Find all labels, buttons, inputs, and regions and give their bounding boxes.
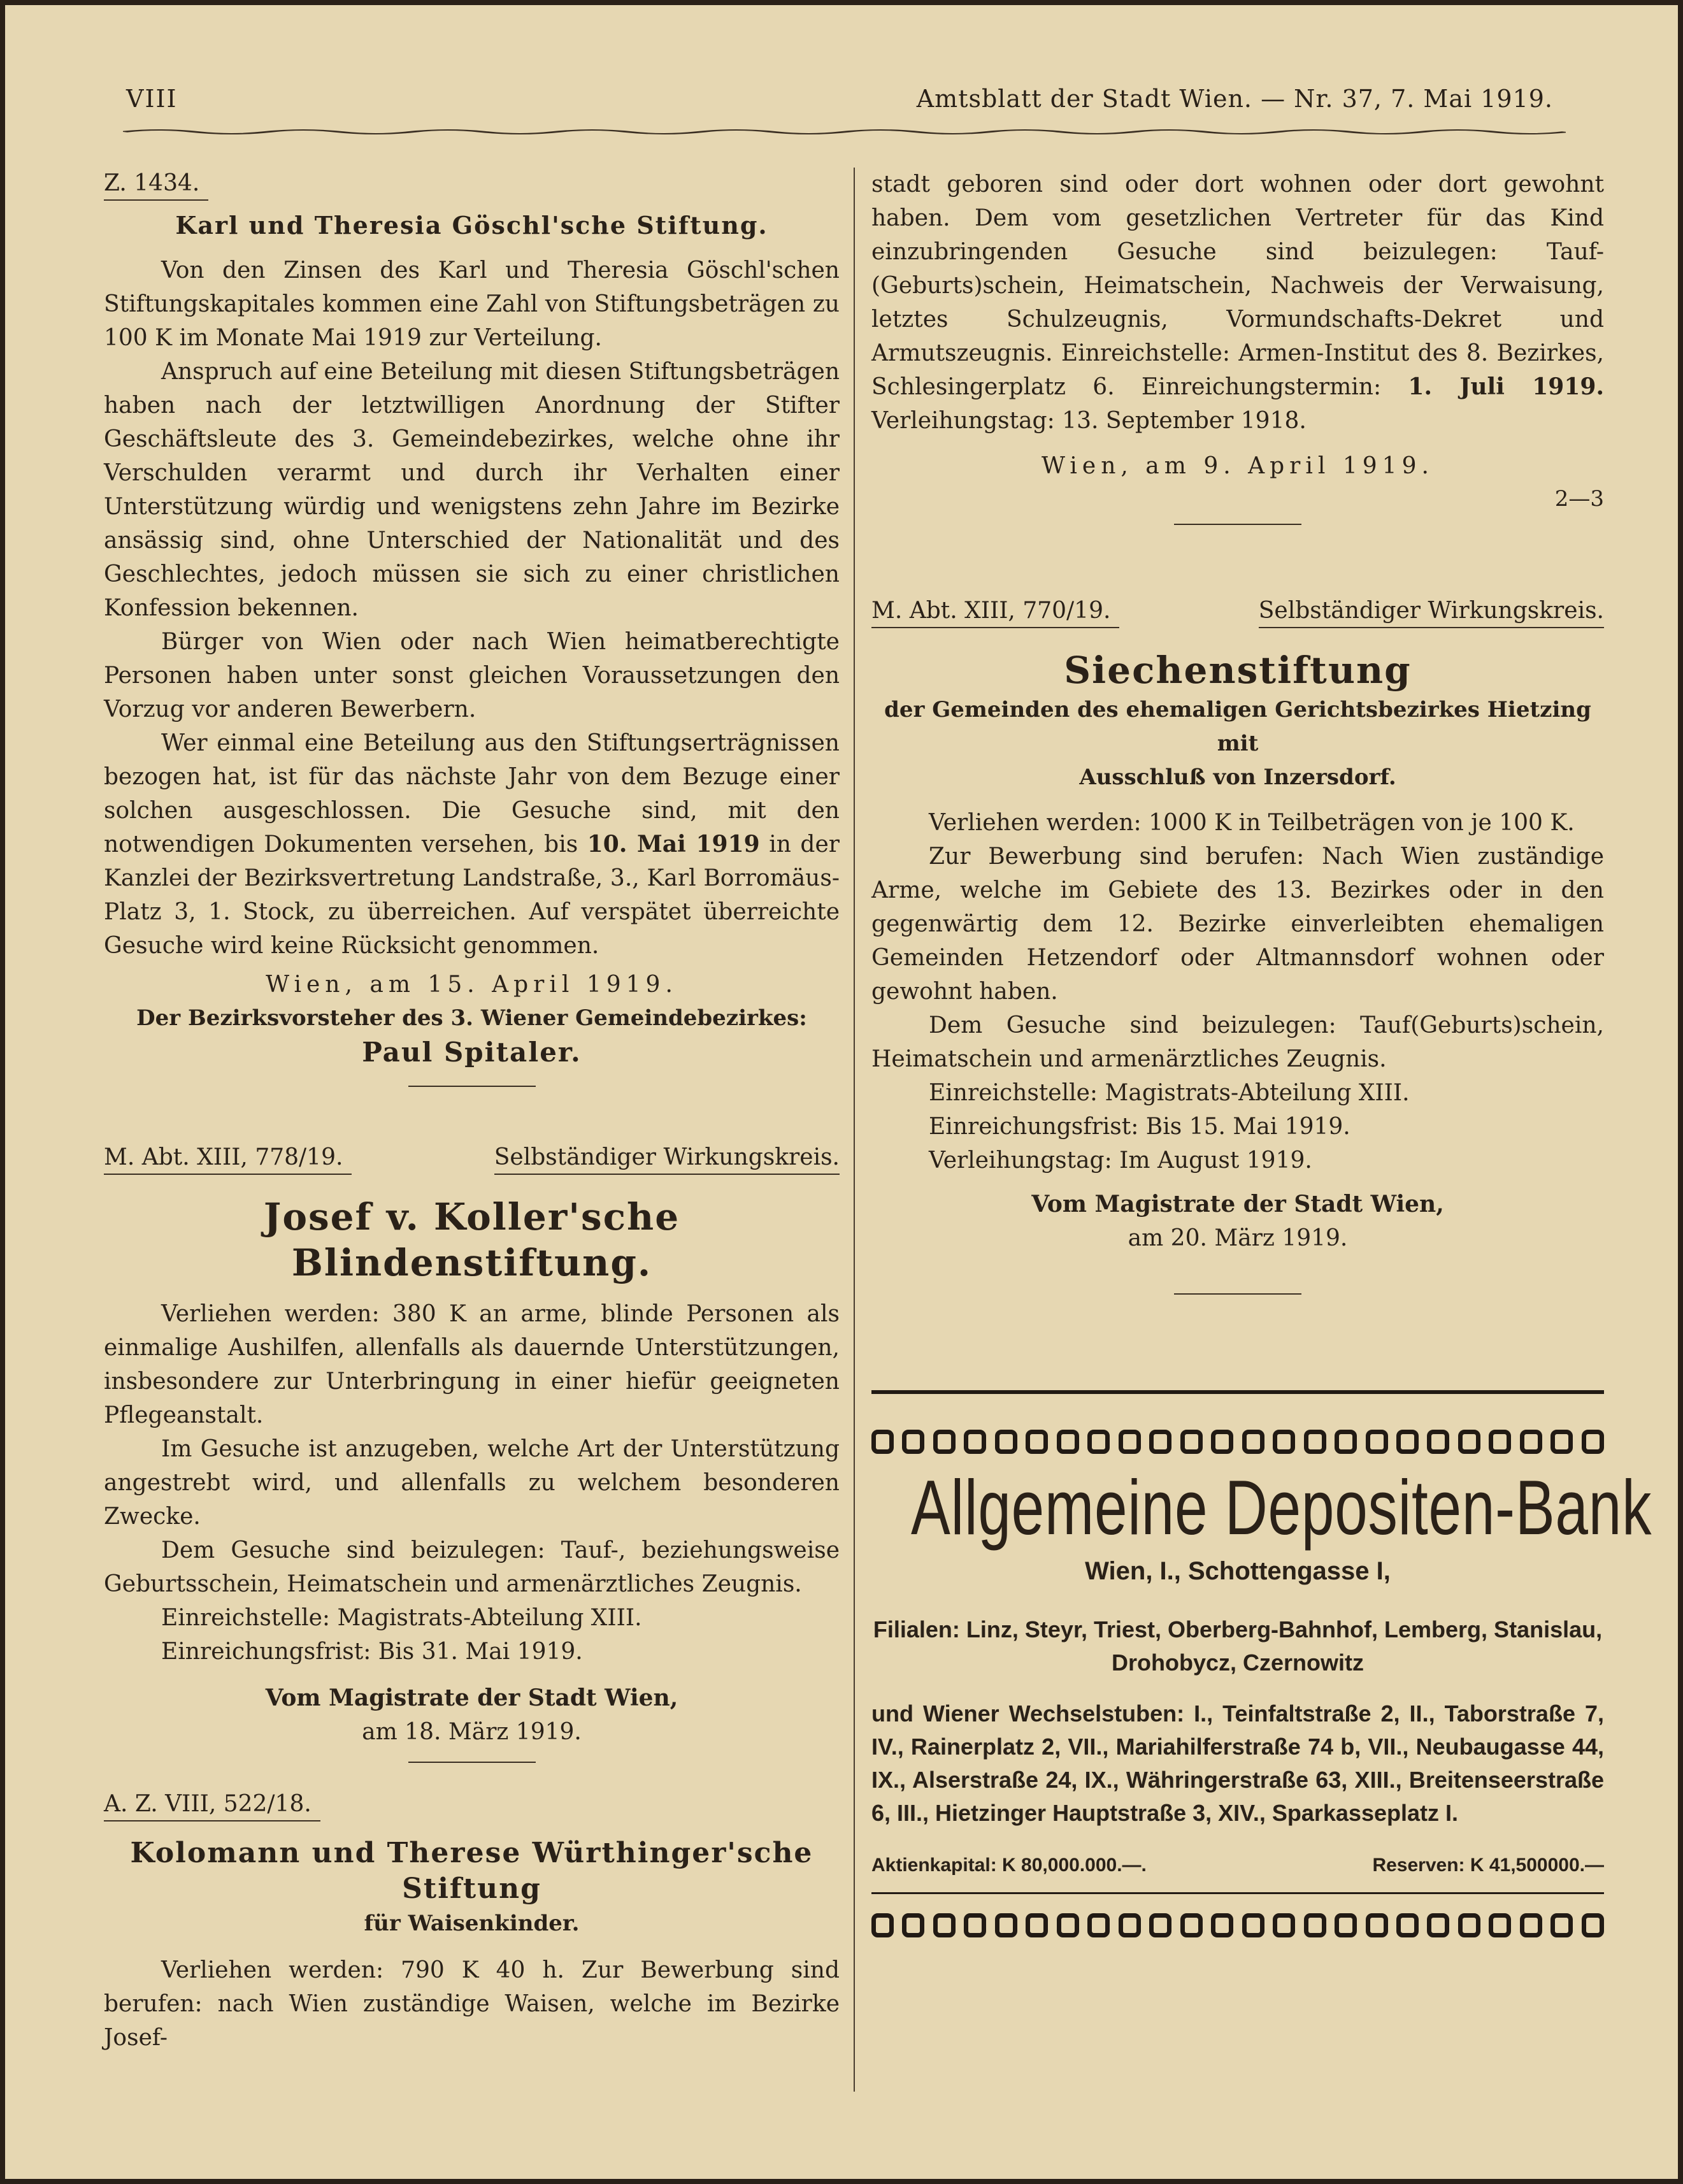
- ad-exchange-offices: und Wiener Wechselstuben: I., Teinfaltstraße 2, II., Taborstraße 7, IV., Rainerplatz 2, VII., Mariahilferstraße 74 b, VII., Neubaugasse 44, IX., Alserstraße 24, IX., Währingerstraße 63, XIII., Breitenseerstraße 6, III., Hietzinger Hauptstraße 3, XIV., Sparkasseplatz I.: [871, 1700, 1604, 1826]
- signature-date: am 20. März 1919.: [1128, 1225, 1348, 1251]
- paragraph: Einreichstelle: Magistrats-Abteilung XIII.: [929, 1080, 1410, 1106]
- left-column: [104, 168, 840, 2055]
- notice-reference: Z. 1434.: [104, 168, 208, 201]
- place-date: Wien, am 15. April 1919.: [266, 972, 678, 998]
- notice-reference: M. Abt. XIII, 770/19.: [871, 595, 1119, 628]
- ad-top-rule: [871, 1390, 1604, 1394]
- paragraph: Zur Bewerbung sind berufen: Nach Wien zuständige Arme, welche im Gebiete des 13. Bezirkes oder in den gegenwärtig dem 12. Bezirke einverleibten ehemaligen Gemeinden Hetzendorf oder Altmannsdorf wohnen oder gewohnt haben.: [871, 844, 1604, 1005]
- paragraph: Dem Gesuche sind beizulegen: Tauf(Geburts)schein, Heimatschein und armenärztliches Zeugnis.: [871, 1012, 1604, 1072]
- bank-advertisement: [871, 1390, 1652, 1937]
- ad-bank-name: Allgemeine Depositen-Bank: [911, 1464, 1652, 1551]
- ad-rule: [871, 1892, 1604, 1894]
- signature-line: Vom Magistrate der Stadt Wien,: [265, 1685, 678, 1711]
- jurisdiction-label: Selbständiger Wirkungskreis.: [494, 1142, 840, 1175]
- siechen-notice: [871, 595, 1604, 1295]
- notice-reference: A. Z. VIII, 522/18.: [104, 1788, 320, 1821]
- wurthinger-notice: [104, 1788, 840, 2055]
- insertion-count: 2—3: [1554, 486, 1604, 512]
- paragraph: Verliehen werden: 790 K 40 h. Zur Bewerbung sind berufen: nach Wien zuständige Waisen, welche im Bezirke Josef-: [104, 1957, 840, 2051]
- ad-branches: Filialen: Linz, Steyr, Triest, Oberberg-Bahnhof, Lemberg, Stanislau, Drohobycz, Czernowitz: [873, 1616, 1603, 1676]
- ad-capital: Aktienkapital: K 80,000.000.—.: [871, 1855, 1147, 1876]
- jurisdiction-label: Selbständiger Wirkungskreis.: [1259, 595, 1604, 628]
- ad-capital-row: [871, 1849, 1604, 1882]
- notice-title: Siechenstiftung: [1064, 649, 1412, 692]
- signature-date: am 18. März 1919.: [362, 1719, 582, 1745]
- ad-address: Wien, I., Schottengasse I,: [1085, 1557, 1391, 1585]
- ad-chain-border-top: [871, 1430, 1604, 1454]
- notice-title: Josef v. Koller'sche Blindenstiftung.: [263, 1195, 680, 1284]
- section-separator: [1174, 524, 1301, 525]
- paragraph: Von den Zinsen des Karl und Theresia Göschl'schen Stiftungskapitales kommen eine Zahl von Stiftungsbeträgen zu 100 K im Monate Mai 1919 zur Verteilung.: [104, 257, 840, 351]
- notice-reference-row: [871, 595, 1604, 632]
- koller-notice: [104, 1142, 840, 1763]
- notice-reference-row: [104, 1142, 840, 1179]
- signature-line: Vom Magistrate der Stadt Wien,: [1031, 1191, 1444, 1218]
- page-number: VIII: [126, 85, 178, 113]
- header-rule: [123, 128, 1566, 136]
- paragraph: Wer einmal eine Beteilung aus den Stiftungserträgnissen bezogen hat, ist für das nächste Jahr von dem Bezuge einer solchen ausgeschlossen. Die Gesuche sind, mit den notwendigen Dokumenten versehen, bis 10. Mai 1919 in der Kanzlei der Bezirksvertretung Landstraße, 3., Karl Borromäus-Platz 3, 1. Stock, zu überreichen. Auf verspätet überreichte Gesuche wird keine Rücksicht genommen.: [104, 730, 840, 959]
- notice-subtitle-2: Ausschluß von Inzersdorf.: [1079, 765, 1396, 790]
- deadline-date: 10. Mai 1919: [587, 831, 760, 858]
- notice-subtitle: für Waisenkinder.: [364, 1911, 580, 1936]
- notice-title: Kolomann und Therese Würthinger'sche: [130, 1837, 813, 1869]
- section-separator: [408, 1762, 536, 1763]
- ad-chain-border-bottom: [871, 1913, 1604, 1937]
- paragraph: Bürger von Wien oder nach Wien heimatberechtigte Personen haben unter sonst gleichen Voraussetzungen den Vorzug vor anderen Bewerbern.: [104, 629, 840, 722]
- paragraph: Dem Gesuche sind beizulegen: Tauf-, beziehungsweise Geburtsschein, Heimatschein und armenärztliches Zeugnis.: [104, 1537, 840, 1597]
- section-separator: [408, 1086, 536, 1087]
- paragraph: Einreichungsfrist: Bis 31. Mai 1919.: [161, 1639, 583, 1665]
- signer-name: Paul Spitaler.: [362, 1037, 582, 1068]
- notice-title: Karl und Theresia Göschl'sche Stiftung.: [175, 211, 768, 240]
- paragraph: Verliehen werden: 380 K an arme, blinde Personen als einmalige Aushilfen, allenfalls als dauernde Unterstützungen, insbesondere zur Unterbringung in einer hiefür geeigneten Pflegeanstalt.: [104, 1301, 840, 1428]
- gosch-notice: [104, 168, 840, 1087]
- deadline-date: 1. Juli 1919.: [1408, 373, 1604, 400]
- publication-title: Amtsblatt der Stadt Wien. — Nr. 37, 7. Mai 1919.: [916, 85, 1553, 113]
- paragraph: stadt geboren sind oder dort wohnen oder dort gewohnt haben. Dem vom gesetzlichen Vertreter für das Kind einzubringenden Gesuche sind beizulegen: Tauf-(Geburts)schein, Heimatschein, Nachweis der Verwaisung, letztes Schulzeugnis, Vormundschafts-Dekret und Armutszeugnis. Einreichstelle: Armen-Institut des 8. Bezirkes, Schlesingerplatz 6. Einreichungstermin: 1. Juli 1919. Verleihungstag: 13. September 1918.: [871, 171, 1604, 434]
- notice-reference: M. Abt. XIII, 778/19.: [104, 1142, 352, 1175]
- paragraph: Im Gesuche ist anzugeben, welche Art der Unterstützung angestrebt wird, und allenfalls zu welchem besonderen Zwecke.: [104, 1436, 840, 1530]
- paragraph: Einreichstelle: Magistrats-Abteilung XIII.: [161, 1605, 642, 1631]
- paragraph: Verliehen werden: 1000 K in Teilbeträgen von je 100 K.: [929, 810, 1575, 836]
- section-separator: [1174, 1293, 1301, 1295]
- right-column: [871, 168, 1652, 1937]
- paragraph: Verleihungstag: Im August 1919.: [929, 1147, 1312, 1174]
- column-divider: [854, 168, 855, 2092]
- paragraph: Anspruch auf eine Beteilung mit diesen Stiftungsbeträgen haben nach der letztwilligen Anordnung der Stifter Geschäftsleute des 3. Gemeindebezirkes, welche ohne ihr Verschulden verarmt und durch ihr Verhalten einer Unterstützung würdig und wenigstens zehn Jahre im Bezirke ansässig sind, ohne Unterschied der Nationalität und des Geschlechtes, jedoch müssen sie sich zu einer christlichen Konfession bekennen.: [104, 359, 840, 621]
- notice-subtitle: der Gemeinden des ehemaligen Gerichtsbezirkes Hietzing mit: [884, 697, 1591, 756]
- ad-reserves: Reserven: K 41,500000.—: [1372, 1855, 1604, 1876]
- signer-role: Der Bezirksvorsteher des 3. Wiener Gemeindebezirkes:: [136, 1005, 807, 1031]
- page-header: [126, 85, 1553, 123]
- place-date: Wien, am 9. April 1919.: [1042, 453, 1434, 479]
- paragraph: Einreichungsfrist: Bis 15. Mai 1919.: [929, 1114, 1350, 1140]
- notice-title-2: Stiftung: [402, 1872, 541, 1905]
- wurthinger-continued: [871, 168, 1604, 525]
